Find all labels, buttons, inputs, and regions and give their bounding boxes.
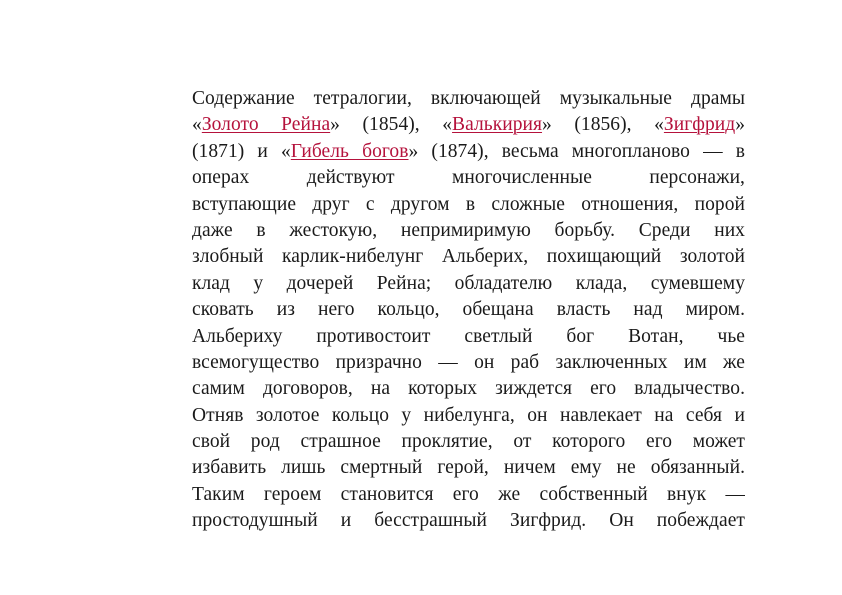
line-text: » (1854), « [330, 114, 453, 136]
paragraph-line [192, 429, 745, 455]
line-text: простодушный и бесстрашный Зигфрид. Он побеждает [192, 510, 745, 532]
paragraph-line [192, 139, 745, 165]
line-text: « [192, 114, 202, 136]
line-text: избавить лишь смертный герой, ничем ему не обязанный. [192, 457, 745, 479]
paragraph-line [192, 324, 745, 350]
link-gibel-bogov[interactable]: Гибель богов [290, 140, 409, 162]
line-text: Отняв золотое кольцо у нибелунга, он навлекает на себя и [192, 404, 745, 426]
line-text: Содержание тетралогии, включающей музыкальные драмы [192, 88, 745, 109]
line-text: Таким героем становится его же собственный внук — [192, 483, 745, 505]
link-zigfrid[interactable]: Зигфрид [663, 114, 736, 136]
line-text: Альбериху противостоит светлый бог Вотан, чье [192, 325, 745, 347]
paragraph-line [192, 112, 745, 138]
paragraph-line [192, 482, 745, 508]
line-text: вступающие друг с другом в сложные отношения, порой [192, 193, 745, 215]
paragraph-line [192, 218, 745, 244]
paragraph-line [192, 165, 745, 191]
paragraph-line [192, 455, 745, 481]
paragraph-line [192, 297, 745, 323]
line-text: » (1856), « [542, 114, 664, 136]
link-valkiria[interactable]: Валькирия [452, 114, 543, 136]
line-text: » (1874), весьма многопланово — в [408, 140, 745, 162]
line-text: сковать из него кольцо, обещана власть над миром. [192, 299, 745, 321]
paragraph-line [192, 403, 745, 429]
line-text: даже в жестокую, непримиримую борьбу. Среди них [192, 219, 745, 241]
paragraph-line [192, 376, 745, 402]
paragraph-line [192, 508, 745, 534]
link-zoloto-reina[interactable]: Золото Рейна [201, 114, 331, 136]
line-text: клад у дочерей Рейна; обладателю клада, сумевшему [192, 272, 745, 294]
paragraph-line [192, 271, 745, 297]
paragraph-line [192, 192, 745, 218]
paragraph-line [192, 350, 745, 376]
line-text: свой род страшное проклятие, от которого его может [192, 431, 745, 453]
line-text: (1871) и « [192, 140, 291, 162]
line-text: злобный карлик-нибелунг Альберих, похищающий золотой [192, 246, 745, 268]
body-paragraph [192, 86, 745, 535]
line-text: всемогущество призрачно — он раб заключенных им же [192, 351, 745, 373]
line-text: » [735, 114, 745, 136]
line-text: самим договоров, на которых зиждется его владычество. [192, 378, 745, 400]
line-text: операх действуют многочисленные персонажи, [192, 167, 745, 189]
paragraph-line [192, 86, 745, 112]
paragraph-line [192, 244, 745, 270]
